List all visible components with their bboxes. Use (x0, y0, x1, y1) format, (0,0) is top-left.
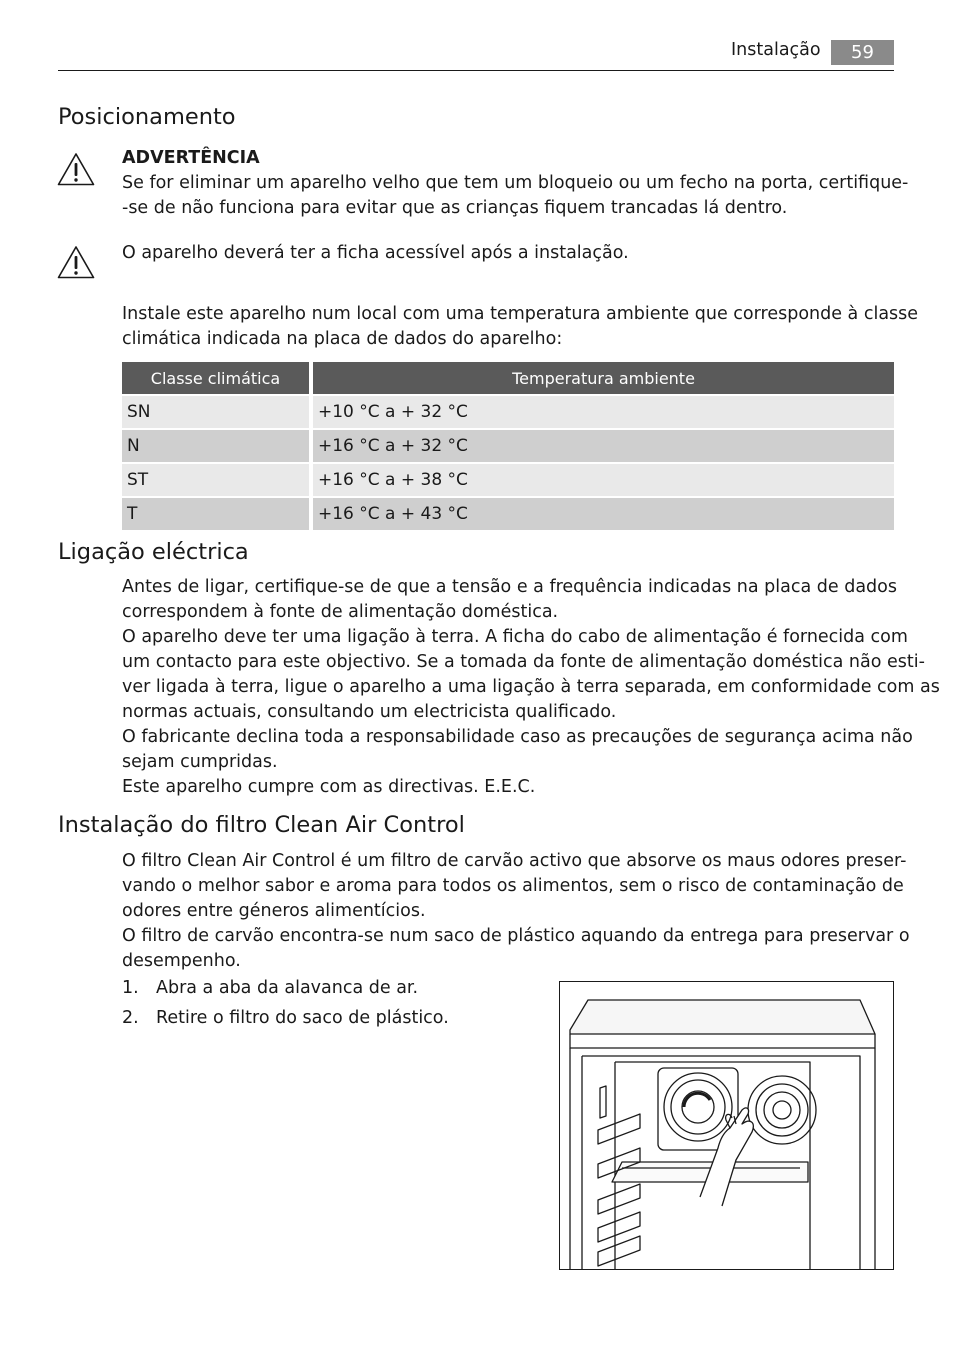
filter-installation-heading: Instalação do filtro Clean Air Control (58, 812, 465, 838)
electrical-text-line: O aparelho deve ter uma ligação à terra. A ficha do cabo de alimentação é fornecida com (122, 627, 908, 647)
intro-text-line: climática indicada na placa de dados do aparelho: (122, 329, 563, 349)
positioning-heading: Posicionamento (58, 104, 236, 130)
table-cell-class: ST (122, 464, 309, 496)
header-divider (58, 70, 894, 71)
table-row (122, 464, 894, 496)
installation-steps-list (122, 978, 449, 1038)
table-cell-class: SN (122, 396, 309, 428)
climate-class-table (122, 362, 894, 532)
table-cell-temperature: +10 °C a + 32 °C (313, 396, 894, 428)
electrical-text-line: O fabricante declina toda a responsabilidade caso as precauções de segurança acima não (122, 727, 913, 747)
filter-text-line: vando o melhor sabor e aroma para todos os alimentos, sem o risco de contaminação de (122, 876, 904, 896)
electrical-text-line: correspondem à fonte de alimentação doméstica. (122, 602, 559, 622)
electrical-text-line: ver ligada à terra, ligue o aparelho a uma ligação à terra separada, em conformidade com as (122, 677, 940, 697)
caution-text: O aparelho deverá ter a ficha acessível após a instalação. (122, 243, 629, 263)
warning-triangle-icon (57, 152, 95, 186)
fridge-filter-illustration (559, 981, 894, 1270)
list-item (122, 1008, 449, 1038)
warning-title: ADVERTÊNCIA (122, 148, 260, 168)
step-text: Abra a aba da alavanca de ar. (156, 978, 419, 998)
table-row (122, 430, 894, 462)
filter-text-line: O filtro de carvão encontra-se num saco de plástico aquando da entrega para preservar o (122, 926, 910, 946)
table-cell-class: N (122, 430, 309, 462)
header-section-title: Instalação (731, 40, 821, 60)
fridge-interior-drawing (560, 982, 893, 1269)
column-header-climate-class: Classe climática (122, 362, 309, 394)
warning-text-line: -se de não funciona para evitar que as crianças fiquem trancadas lá dentro. (122, 198, 788, 218)
column-header-ambient-temperature: Temperatura ambiente (313, 362, 894, 394)
page-number: 59 (831, 40, 894, 65)
intro-text-line: Instale este aparelho num local com uma temperatura ambiente que corresponde à classe (122, 304, 919, 324)
step-number: 1. (122, 978, 139, 998)
table-cell-temperature: +16 °C a + 38 °C (313, 464, 894, 496)
electrical-text-line: normas actuais, consultando um electricista qualificado. (122, 702, 617, 722)
step-text: Retire o filtro do saco de plástico. (156, 1008, 449, 1028)
step-number: 2. (122, 1008, 139, 1028)
list-item (122, 978, 449, 1008)
electrical-text-line: sejam cumpridas. (122, 752, 278, 772)
electrical-text-line: um contacto para este objectivo. Se a tomada da fonte de alimentação doméstica não esti- (122, 652, 925, 672)
electrical-connection-heading: Ligação eléctrica (58, 539, 249, 565)
table-cell-temperature: +16 °C a + 32 °C (313, 430, 894, 462)
table-row (122, 396, 894, 428)
table-header-row (122, 362, 894, 394)
electrical-text-line: Antes de ligar, certifique-se de que a tensão e a frequência indicadas na placa de dados (122, 577, 897, 597)
warning-text-line: Se for eliminar um aparelho velho que tem um bloqueio ou um fecho na porta, certifique- (122, 173, 909, 193)
filter-text-line: odores entre géneros alimentícios. (122, 901, 426, 921)
caution-triangle-icon (57, 245, 95, 279)
table-cell-temperature: +16 °C a + 43 °C (313, 498, 894, 530)
filter-text-line: O filtro Clean Air Control é um filtro de carvão activo que absorve os maus odores preser- (122, 851, 907, 871)
filter-text-line: desempenho. (122, 951, 241, 971)
electrical-text-line: Este aparelho cumpre com as directivas. E.E.C. (122, 777, 536, 797)
table-row (122, 498, 894, 530)
table-cell-class: T (122, 498, 309, 530)
